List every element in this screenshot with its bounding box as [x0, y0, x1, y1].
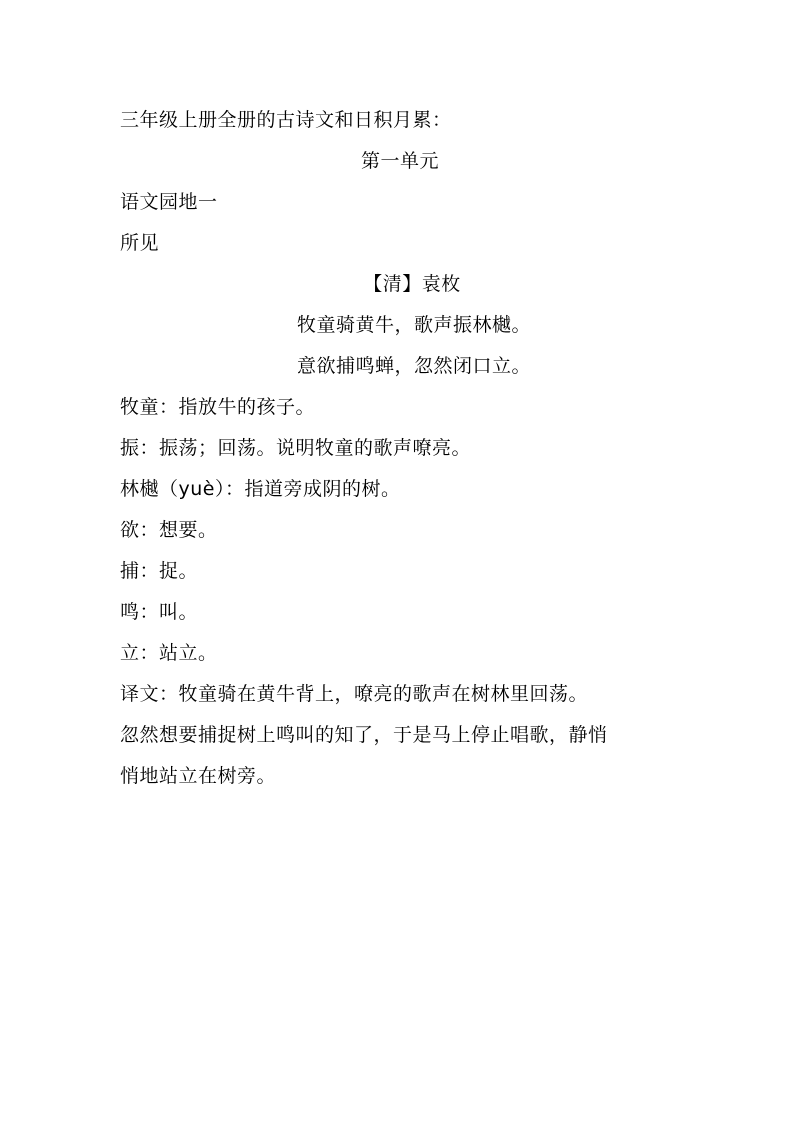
document-content: [120, 100, 680, 797]
translation-line: 译文：牧童骑在黄牛背上，嘹亮的歌声在树林里回荡。: [120, 683, 589, 705]
note-item: 捕：捉。: [120, 560, 199, 582]
unit-title: 第一单元: [360, 150, 439, 172]
translation-line: 悄地站立在树旁。: [120, 765, 277, 787]
note-item: 振：振荡；回荡。说明牧童的歌声嘹亮。: [120, 437, 472, 459]
poem-line: 意欲捕鸣蝉，忽然闭口立。: [296, 355, 531, 377]
poem-title: 所见: [120, 232, 160, 254]
note-item: 林樾（yuè）：指道旁成阴的树。: [120, 478, 401, 500]
section-title: 语文园地一: [120, 191, 218, 213]
poem-author: 【清】袁枚: [363, 273, 461, 295]
note-item: 立：站立。: [120, 642, 218, 664]
note-item: 牧童：指放牛的孩子。: [120, 396, 316, 418]
note-item: 欲：想要。: [120, 519, 218, 541]
note-item: 鸣：叫。: [120, 601, 199, 623]
document-header: 三年级上册全册的古诗文和日积月累：: [120, 109, 452, 131]
translation-line: 忽然想要捕捉树上鸣叫的知了，于是马上停止唱歌，静悄: [120, 724, 608, 746]
poem-line: 牧童骑黄牛，歌声振林樾。: [296, 314, 531, 336]
